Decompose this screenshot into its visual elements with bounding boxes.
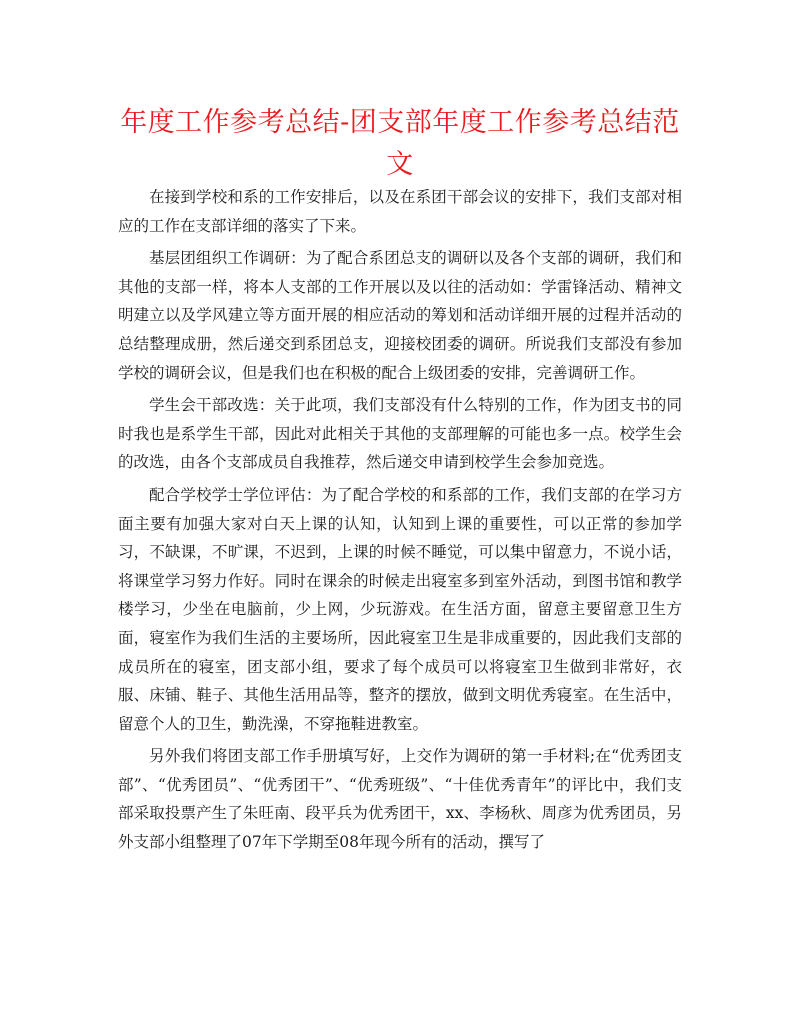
paragraph-evaluation: 配合学校学士学位评估：为了配合学校的和系部的工作，我们支部的在学习方面主要有加强大家对白天上课的认知，认知到上课的重要性，可以正常的参加学习，不缺课，不旷课，不迟到，上课的时候不睡觉，可以集中留意力，不说小话，将课堂学习努力作好。同时在课余的时候走出寝室多到室外活动，到图书馆和教学楼学习，少坐在电脑前，少上网，少玩游戏。在生活方面，留意主要留意卫生方面，寝室作为我们生活的主要场所，因此寝室卫生是非成重要的，因此我们支部的成员所在的寝室，团支部小组，要求了每个成员可以将寝室卫生做到非常好，衣服、床铺、鞋子、其他生活用品等，整齐的摆放，做到文明优秀寝室。在生活中，留意个人的卫生，勤洗澡，不穿拖鞋进教室。 bbox=[118, 485, 682, 733]
paragraph-election: 学生会干部改选：关于此项，我们支部没有什么特别的工作，作为团支书的同时我也是系学生干部，因此对此相关于其他的支部理解的可能也多一点。校学生会的改选，由各个支部成员自我推荐，然后递交申请到校学生会参加竞选。 bbox=[118, 396, 682, 472]
document-title: 年度工作参考总结-团支部年度工作参考总结范文 bbox=[120, 107, 680, 180]
paragraph-research: 基层团组织工作调研：为了配合系团总支的调研以及各个支部的调研，我们和其他的支部一样，将本人支部的工作开展以及以往的活动如：学雷锋活动、精神文明建立以及学风建立等方面开展的相应活动的筹划和活动详细开展的过程并活动的总结整理成册，然后递交到系团总支，迎接校团委的调研。所说我们支部没有参加学校的调研会议，但是我们也在积极的配合上级团委的安排，完善调研工作。 bbox=[118, 249, 682, 382]
paragraph-intro: 在接到学校和系的工作安排后，以及在系团干部会议的安排下，我们支部对相应的工作在支部详细的落实了下来。 bbox=[118, 188, 682, 235]
paragraph-handbook: 另外我们将团支部工作手册填写好，上交作为调研的第一手材料;在“优秀团支部”、“优秀团员”、“优秀团干”、“优秀班级”、“十佳优秀青年”的评比中，我们支部采取投票产生了朱旺南、段平兵为优秀团干，xx、李杨秋、周彦为优秀团员，另外支部小组整理了07年下学期至08年现今所有的活动，撰写了 bbox=[118, 747, 682, 852]
document-body bbox=[118, 183, 682, 861]
